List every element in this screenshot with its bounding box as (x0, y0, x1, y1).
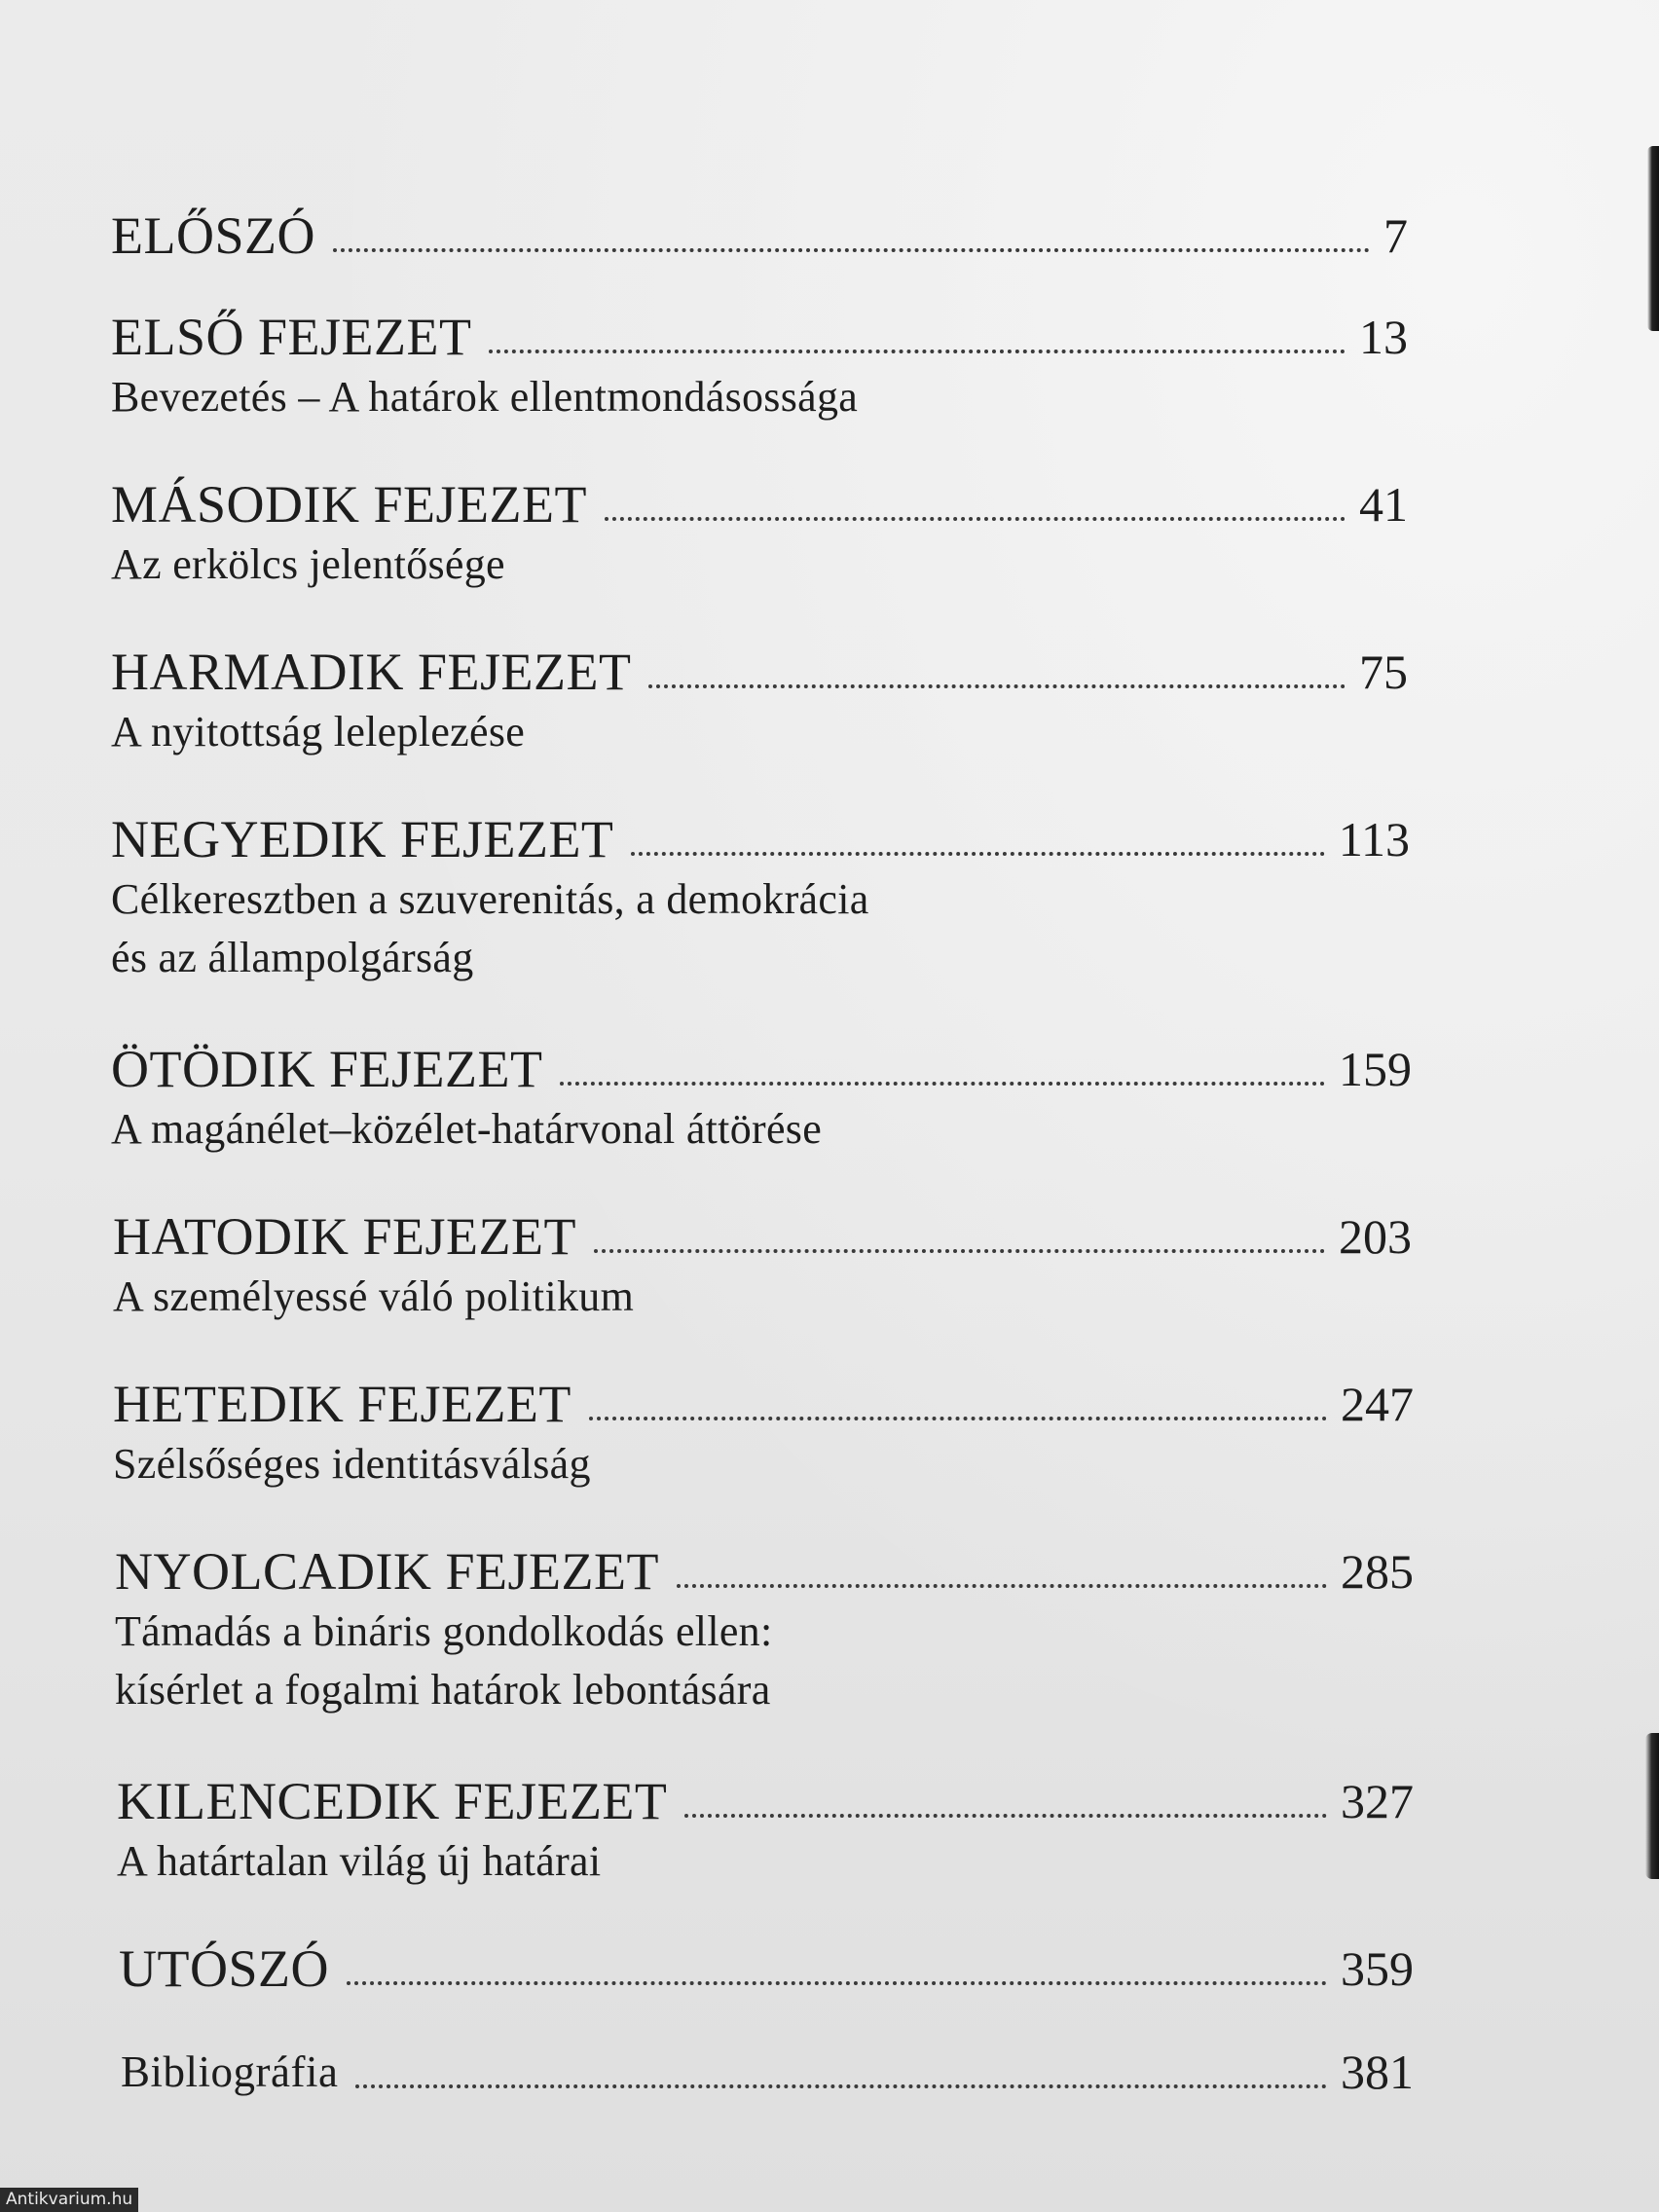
dot-leader (605, 517, 1346, 521)
chapter-title: KILENCEDIK FEJEZET (117, 1772, 668, 1830)
chapter-subtitle: A határtalan világ új határai (117, 1837, 602, 1885)
page-number: 75 (1359, 645, 1408, 699)
toc-entry (119, 1937, 1414, 2000)
page-number: 327 (1341, 1774, 1414, 1828)
watermark: Antikvarium.hu (0, 2188, 138, 2212)
page-number: 159 (1339, 1042, 1412, 1096)
dot-leader (333, 248, 1370, 252)
chapter-title: MÁSODIK FEJEZET (111, 475, 587, 534)
chapter-subtitle: Bevezetés – A határok ellentmondásossága (111, 373, 859, 421)
chapter-title: HATODIK FEJEZET (113, 1207, 576, 1266)
toc-entry (121, 2041, 1414, 2103)
page-number: 285 (1341, 1544, 1414, 1599)
toc-entry (113, 1205, 1412, 1326)
page-number: 113 (1338, 812, 1410, 866)
chapter-title: ELŐSZÓ (111, 206, 315, 265)
chapter-subtitle: Célkeresztben a szuverenitás, a demokrácia (111, 875, 869, 923)
page-number: 7 (1383, 208, 1408, 263)
chapter-title: ÖTÖDIK FEJEZET (111, 1040, 543, 1098)
toc-entry (113, 1373, 1414, 1493)
chapter-title: ELSŐ FEJEZET (111, 308, 472, 366)
page-number: 203 (1339, 1209, 1412, 1264)
page-number: 41 (1359, 477, 1408, 532)
chapter-subtitle: Az erkölcs jelentősége (111, 540, 505, 588)
chapter-subtitle: Szélsőséges identitásválság (113, 1440, 591, 1488)
dot-leader (677, 1584, 1327, 1588)
chapter-title: NEGYEDIK FEJEZET (111, 810, 614, 868)
dot-leader (589, 1417, 1327, 1420)
chapter-subtitle: A személyessé váló politikum (113, 1272, 635, 1320)
toc-entry (115, 1540, 1414, 1719)
chapter-title: UTÓSZÓ (119, 1939, 329, 1998)
chapter-title: HARMADIK FEJEZET (111, 643, 632, 701)
chapter-title: HETEDIK FEJEZET (113, 1375, 571, 1433)
chapter-subtitle: A magánélet–közélet-határvonal áttörése (111, 1105, 823, 1153)
chapter-subtitle: és az állampolgárság (111, 934, 474, 981)
chapter-subtitle: A nyitottság leleplezése (111, 708, 526, 756)
toc-entry (111, 1038, 1412, 1159)
page-number: 247 (1341, 1377, 1414, 1431)
toc-entry (111, 473, 1408, 594)
dot-leader (631, 852, 1324, 856)
toc-entry (117, 1770, 1414, 1891)
page-number: 381 (1341, 2045, 1414, 2099)
toc-entry (111, 808, 1410, 987)
chapter-title: NYOLCADIK FEJEZET (115, 1542, 659, 1601)
chapter-title: Bibliográfia (121, 2047, 339, 2096)
dot-leader (355, 2084, 1327, 2088)
chapter-subtitle: Támadás a bináris gondolkodás ellen: (115, 1607, 773, 1655)
toc-entry (111, 641, 1408, 761)
dot-leader (560, 1082, 1325, 1086)
page-number: 13 (1359, 310, 1408, 364)
dot-leader (347, 1981, 1327, 1985)
dot-leader (489, 350, 1346, 353)
dot-leader (594, 1249, 1325, 1253)
toc-entry (111, 306, 1408, 426)
chapter-subtitle: kísérlet a fogalmi határok lebontására (115, 1666, 771, 1714)
dot-leader (648, 684, 1346, 688)
page-number: 359 (1341, 1941, 1414, 1996)
dot-leader (684, 1814, 1327, 1818)
toc-entry (111, 204, 1408, 267)
